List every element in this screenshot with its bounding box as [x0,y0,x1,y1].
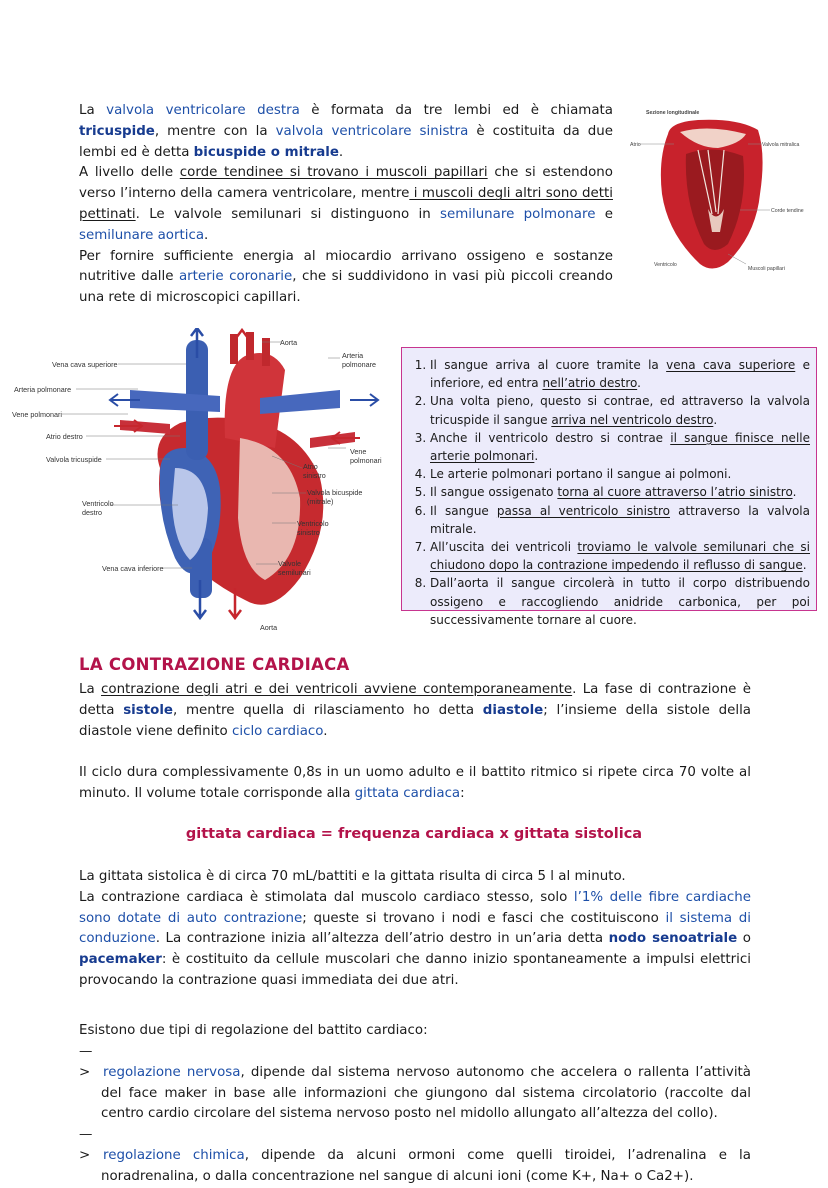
step-item: 8. Dall’aorta il sangue circolerà in tutto il corpo distribuendo ossigeno e raccogliendo anidride carbonica, per poi successivamente tornare al cuore. [430,574,810,629]
step-item: 1. Il sangue arriva al cuore tramite la vena cava superiore e inferiore, ed entra nell’atrio destro. [430,356,810,392]
valve-fig-title: Sezione longitudinale [646,110,700,116]
circulation-steps-list [410,356,810,629]
svg-text:polmonare: polmonare [342,360,376,369]
contraction-paragraph: La contrazione degli atri e dei ventricoli avviene contemporaneamente. La fase di contrazione è detta sistole, mentre quella di rilasciamento ho detta diastole; l’insieme della sistole della diastole viene definito ciclo cardiaco. [79,682,751,739]
label-valvola-bicuspide: Valvola bicuspide [307,488,363,497]
label-valvola-tric: Valvola tricuspide [46,455,102,464]
svg-text:semilunari: semilunari [278,568,311,577]
conduction-paragraph: La gittata sistolica è di circa 70 mL/battiti e la gittata risulta di circa 5 l al minuto. La contrazione cardiaca è stimolata dal muscolo cardiaco stesso, solo l’1% delle fibre cardiache sono dotate di auto contrazione; queste si trovano i nodi e fasci che costituiscono il sistema di conduzione. La contrazione inizia all’altezza dell’atrio destro in un’aria detta nodo senoatriale o pacemaker: è costituito da cellule muscolari che danno inizio spontaneamente a impulsi elettrici provocando la contrazione quasi immediata dei due atri. [79,869,751,988]
label-arteria-polm-right: Arteria [342,351,364,360]
regulation-item-nervosa: —> regolazione nervosa, dipende dal sistema nervoso autonomo che accelera o rallenta l’attività del face maker in base alle informazioni che giungono dal sistema circolatorio (raccolte dal centro cardio circolare del sistema nervoso posto nel midollo allungato all’altezza del collo). [79,1044,751,1122]
heart-diagram [10,328,395,636]
circulation-steps-box [401,347,817,627]
svg-text:sinistro: sinistro [297,528,320,537]
svg-text:Ventricolo: Ventricolo [654,262,677,268]
regulation-list [79,1042,751,1188]
svg-text:(mitrale): (mitrale) [307,497,334,506]
section-title: LA CONTRAZIONE CARDIACA [79,655,350,674]
step-item: 7. All’uscita dei ventricoli troviamo le valvole semilunari che si chiudono dopo la contrazione impedendo il reflusso di sangue. [430,538,810,574]
label-vena-cava-inf: Vena cava inferiore [102,564,164,573]
regulation-item-chimica: —> regolazione chimica, dipende da alcuni ormoni come quelli tiroidei, l’adrenalina e la noradrenalina, o dalla concentrazione nel sangue di alcuni ioni (come K+, Na+ o Ca2+). [79,1127,751,1184]
valve-section-figure [628,104,814,280]
label-atrio-destro: Atrio destro [46,432,83,441]
label-arteria-polm: Arteria polmonare [14,385,72,394]
label-vene-polm-left: Vene polmonari [12,410,62,419]
label-ventricolo-sin: Ventricolo [297,519,329,528]
label-atrio-sinistro: Atrio [303,462,318,471]
pulmonary-veins-right [310,432,355,448]
cycle-paragraph: Il ciclo dura complessivamente 0,8s in un uomo adulto e il battito ritmico si ripete circa 70 volte al minuto. Il volume totale corrisponde alla gittata cardiaca: [79,765,751,801]
step-item: 5. Il sangue ossigenato torna al cuore attraverso l’atrio sinistro. [430,483,810,501]
label-ventricolo-dx: Ventricolo [82,499,114,508]
label-vena-cava-sup: Vena cava superiore [52,360,118,369]
label-valvole-semilunari: Valvole [278,559,302,568]
intro-paragraph: La valvola ventricolare destra è formata da tre lembi ed è chiamata tricuspide, mentre con la valvola ventricolare sinistra è costituita da due lembi ed è detta bicuspide o mitrale. A livello delle corde tendinee si trovano i muscoli papillari che si estendono verso l’interno della camera ventricolare, mentre i muscoli degli altri sono detti pettinati. Le valvole semilunari si distinguono in semilunare polmonare e semilunare aortica. Per fornire sufficiente energia al miocardio arrivano ossigeno e sostanze nutritive dalle arterie coronarie, che si suddividono in vasi più piccoli creando una rete di microscopici capillari. [79,103,613,306]
label-aorta-bottom: Aorta [260,623,278,632]
regulation-intro: Esistono due tipi di regolazione del battito cardiaco: [79,1023,428,1038]
cardiac-output-formula: gittata cardiaca = frequenza cardiaca x gittata sistolica [185,826,643,842]
svg-text:Valvola mitralica: Valvola mitralica [762,142,800,148]
step-item: 6. Il sangue passa al ventricolo sinistro attraverso la valvola mitrale. [430,502,810,538]
svg-text:Corde tendine: Corde tendine [771,208,804,214]
step-item: 2. Una volta pieno, questo si contrae, ed attraverso la valvola tricuspide il sangue arriva nel ventricolo destro. [430,392,810,428]
svg-text:destro: destro [82,508,102,517]
label-vene-polm-right: Vene [350,447,367,456]
svg-text:sinistro: sinistro [303,471,326,480]
svg-text:polmonari: polmonari [350,456,382,465]
label-aorta-top: Aorta [280,338,298,347]
svg-text:Muscoli papillari: Muscoli papillari [748,266,785,272]
svg-text:Atrio: Atrio [630,142,641,148]
step-item: 4. Le arterie polmonari portano il sangue ai polmoni. [430,465,810,483]
step-item: 3. Anche il ventricolo destro si contrae il sangue finisce nelle arterie polmonari. [430,429,810,465]
